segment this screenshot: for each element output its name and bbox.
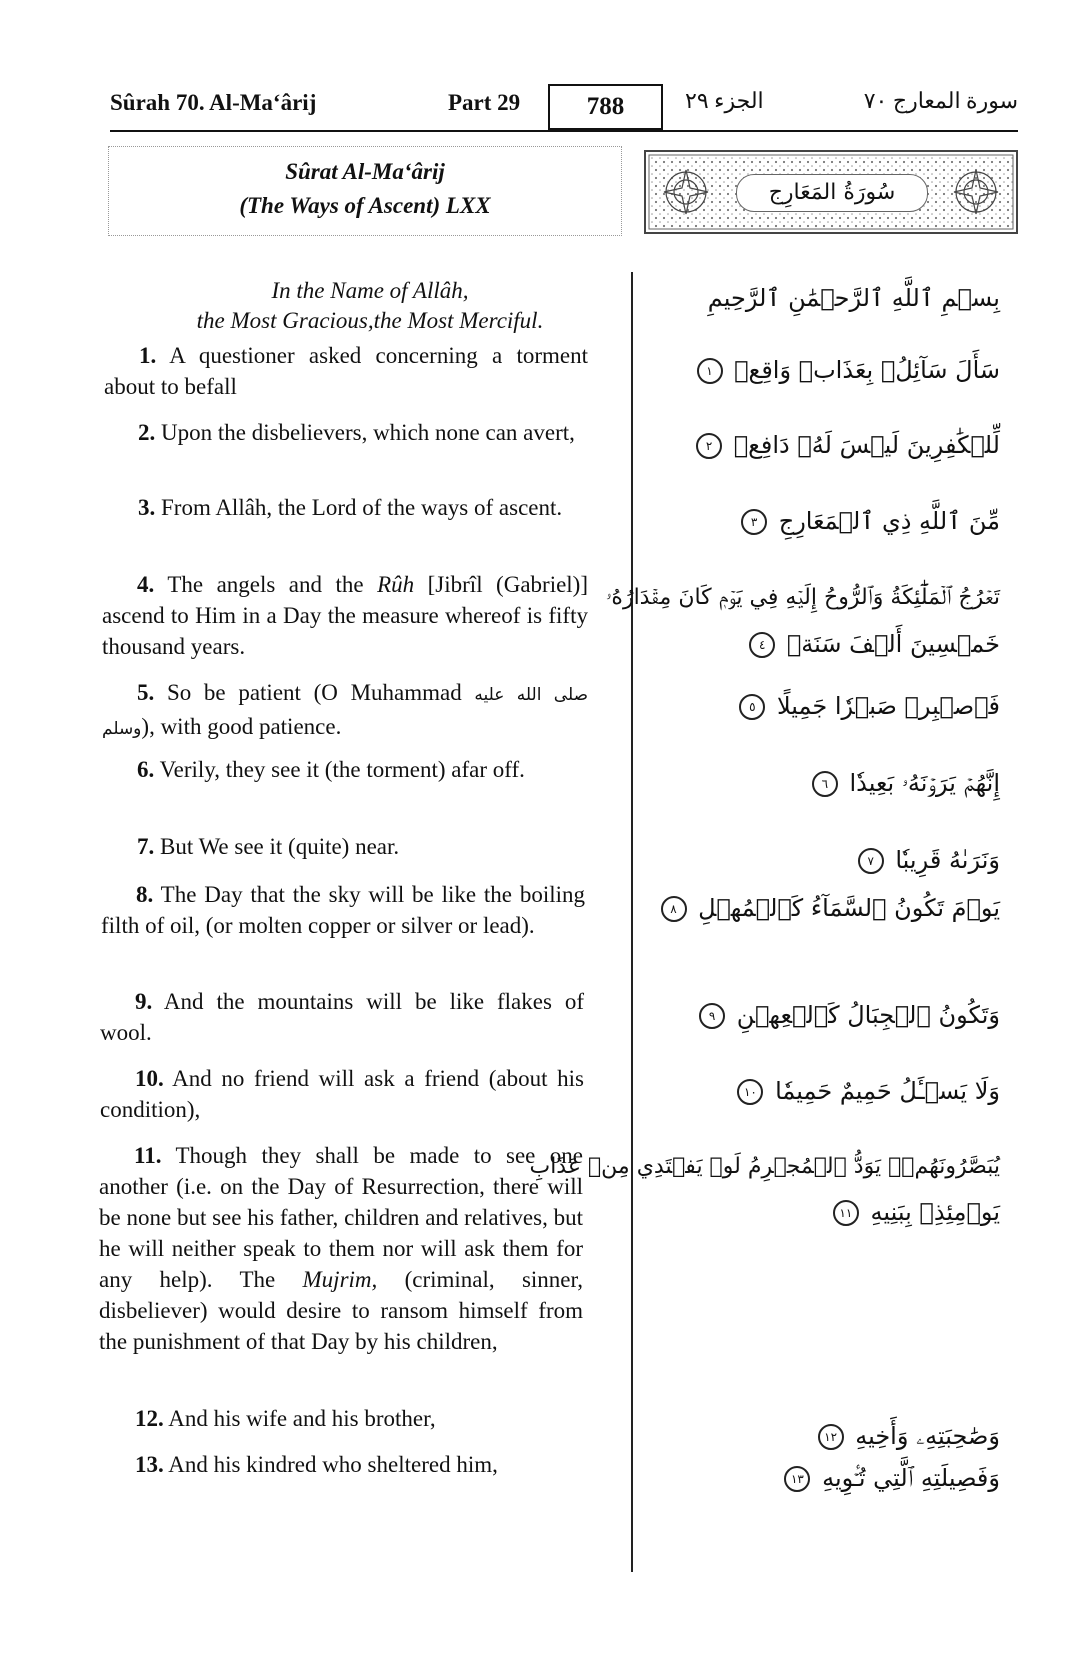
ayah-number-marker: ٧: [858, 848, 884, 874]
ayah-number-marker: ٢: [696, 433, 722, 459]
verse-11-ar-line2: يَوۡمِئِذِۭ بِبَنِيهِ ١١: [833, 1192, 1000, 1232]
verse-1-ar: سَأَلَ سَآئِلُۢ بِعَذَابٖ وَاقِعٖ ١: [697, 350, 1001, 390]
verse-7-ar: وَنَرَىٰهُ قَرِيبٗا ٧: [858, 840, 1000, 880]
verse-number: 12.: [135, 1406, 164, 1431]
verse-4-ar: تَعۡرُجُ ٱلۡمَلَٰٓئِكَةُ وَٱلرُّوحُ إِلَيۡهِ فِي يَوۡمٖ كَانَ مِقۡدَارُهُۥ: [605, 585, 1000, 610]
verse-7-en: 7. But We see it (quite) near.: [137, 834, 400, 859]
part-label-ar: الجزء ٢٩: [685, 88, 764, 113]
verse-number: 13.: [135, 1452, 164, 1477]
verse-number: 7.: [137, 834, 155, 859]
ayah-number-marker: ٦: [812, 771, 838, 797]
verse-11-en: 11. Though they shall be made to see one another (i.e. on the Day of Resurrection, there will be none but see his father, children and relatives, but he will neither speak to them nor will ask them for any help). The Mujrim, (criminal, sinner, disbeliever) would desire to ransom himself from the punishment of that Day by his children,: [99, 1143, 583, 1354]
verse-number: 10.: [135, 1066, 164, 1091]
verse-12-en: 12. And his wife and his brother,: [135, 1406, 436, 1431]
verse-number: 6.: [137, 757, 155, 782]
ayah-number-marker: ٥: [739, 694, 765, 720]
verse-10-en: 10. And no friend will ask a friend (about his condition),: [100, 1066, 584, 1122]
basmala-en: [150, 276, 590, 336]
running-header: [110, 84, 1018, 132]
verse-number: 1.: [139, 343, 157, 368]
ayah-number-marker: ٣: [741, 509, 767, 535]
verse-5-en: 5. So be patient (O Muhammad صلى الله عليه وسلم), with good patience.: [102, 680, 589, 739]
salawat-inline: صلى الله عليه وسلم: [102, 685, 589, 739]
verse-12-ar: وَصَٰحِبَتِهِۦ وَأَخِيهِ ١٢: [818, 1416, 1000, 1456]
surah-title-en: Sûrah 70. Al-Ma‘ârij: [110, 90, 317, 115]
surah-name: Sûrat Al-Ma‘ârij: [285, 159, 445, 184]
verse-number: 5.: [137, 680, 155, 705]
verse-4-en: 4. The angels and the Rûh [Jibrîl (Gabriel)] ascend to Him in a Day the measure whereof is fifty thousand years.: [102, 572, 589, 659]
header-rule: [110, 130, 1018, 132]
verse-9-ar: وَتَكُونُ ٱلۡجِبَالُ كَٱلۡعِهۡنِ ٩: [699, 995, 1000, 1035]
verse-6-ar: إِنَّهُمۡ يَرَوۡنَهُۥ بَعِيدٗا ٦: [812, 763, 1000, 803]
surah-title-box: [108, 146, 622, 236]
verse-8-ar: يَوۡمَ تَكُونُ ٱلسَّمَآءُ كَٱلۡمُهۡلِ ٨: [661, 888, 1000, 928]
verse-number: 2.: [138, 420, 156, 445]
verse-number: 3.: [138, 495, 156, 520]
basmala-line-1: In the Name of Allâh,: [271, 278, 469, 303]
verse-9-en: 9. And the mountains will be like flakes of wool.: [100, 989, 585, 1045]
verse-10-ar: وَلَا يَسۡـَٔلُ حَمِيمٌ حَمِيمٗا ١٠: [737, 1071, 1000, 1111]
verse-1-en: 1. A questioner asked concerning a torment about to befall: [104, 343, 589, 399]
ayah-number-marker: ١٣: [784, 1466, 810, 1492]
ayah-number-marker: ٨: [661, 896, 687, 922]
verse-2-en: 2. Upon the disbelievers, which none can avert,: [138, 420, 575, 445]
ayah-number-marker: ٤: [749, 632, 775, 658]
verse-13-en: 13. And his kindred who sheltered him,: [135, 1452, 498, 1477]
ornament-surah-name-ar: سُورَةُ المَعَارِج: [736, 174, 928, 212]
ayah-number-marker: ٩: [699, 1003, 725, 1029]
verse-13-ar: وَفَصِيلَتِهِ ٱلَّتِي تُـٔۡوِيهِ ١٣: [784, 1458, 1000, 1498]
verse-4-ar-line2: خَمۡسِينَ أَلۡفَ سَنَةٖ ٤: [749, 624, 1000, 664]
page-number: 788: [548, 84, 663, 130]
surah-ornament-banner: [644, 150, 1018, 234]
verse-5-ar: فَٱصۡبِرۡ صَبۡرٗا جَمِيلًا ٥: [739, 686, 1000, 726]
verse-number: 4.: [137, 572, 155, 597]
ayah-number-marker: ١٠: [737, 1079, 763, 1105]
verse-11-ar: يُبَصَّرُونَهُمۡۚ يَوَدُّ ٱلۡمُجۡرِمُ لَوۡ يَفۡتَدِي مِنۡ عَذَابِ: [529, 1154, 1000, 1179]
verse-number: 8.: [136, 882, 154, 907]
verse-number: 9.: [135, 989, 153, 1014]
part-label-en: Part 29: [448, 90, 521, 115]
verse-6-en: 6. Verily, they see it (the torment) afar off.: [137, 757, 525, 782]
surah-title-ar: سورة المعارج ٧٠: [863, 88, 1018, 113]
basmala-line-2: the Most Gracious,the Most Merciful.: [196, 308, 544, 333]
verse-number: 11.: [134, 1143, 162, 1168]
verse-3-ar: مِّنَ ٱللَّهِ ذِي ٱلۡمَعَارِجِ ٣: [741, 501, 1000, 541]
ayah-number-marker: ١: [697, 358, 723, 384]
basmala-ar: بِسۡمِ ٱللَّهِ ٱلرَّحۡمَٰنِ ٱلرَّحِيمِ: [707, 284, 1000, 312]
column-divider: [631, 272, 633, 1572]
verse-2-ar: لِّلۡكَٰفِرِينَ لَيۡسَ لَهُۥ دَافِعٞ ٢: [696, 425, 1000, 465]
ayah-number-marker: ١٢: [818, 1424, 844, 1450]
verse-8-en: 8. The Day that the sky will be like the boiling filth of oil, (or molten copper or silver or lead).: [101, 882, 585, 938]
surah-subtitle: (The Ways of Ascent) LXX: [239, 193, 491, 218]
ayah-number-marker: ١١: [833, 1200, 859, 1226]
verse-3-en: 3. From Allâh, the Lord of the ways of ascent.: [138, 495, 563, 520]
